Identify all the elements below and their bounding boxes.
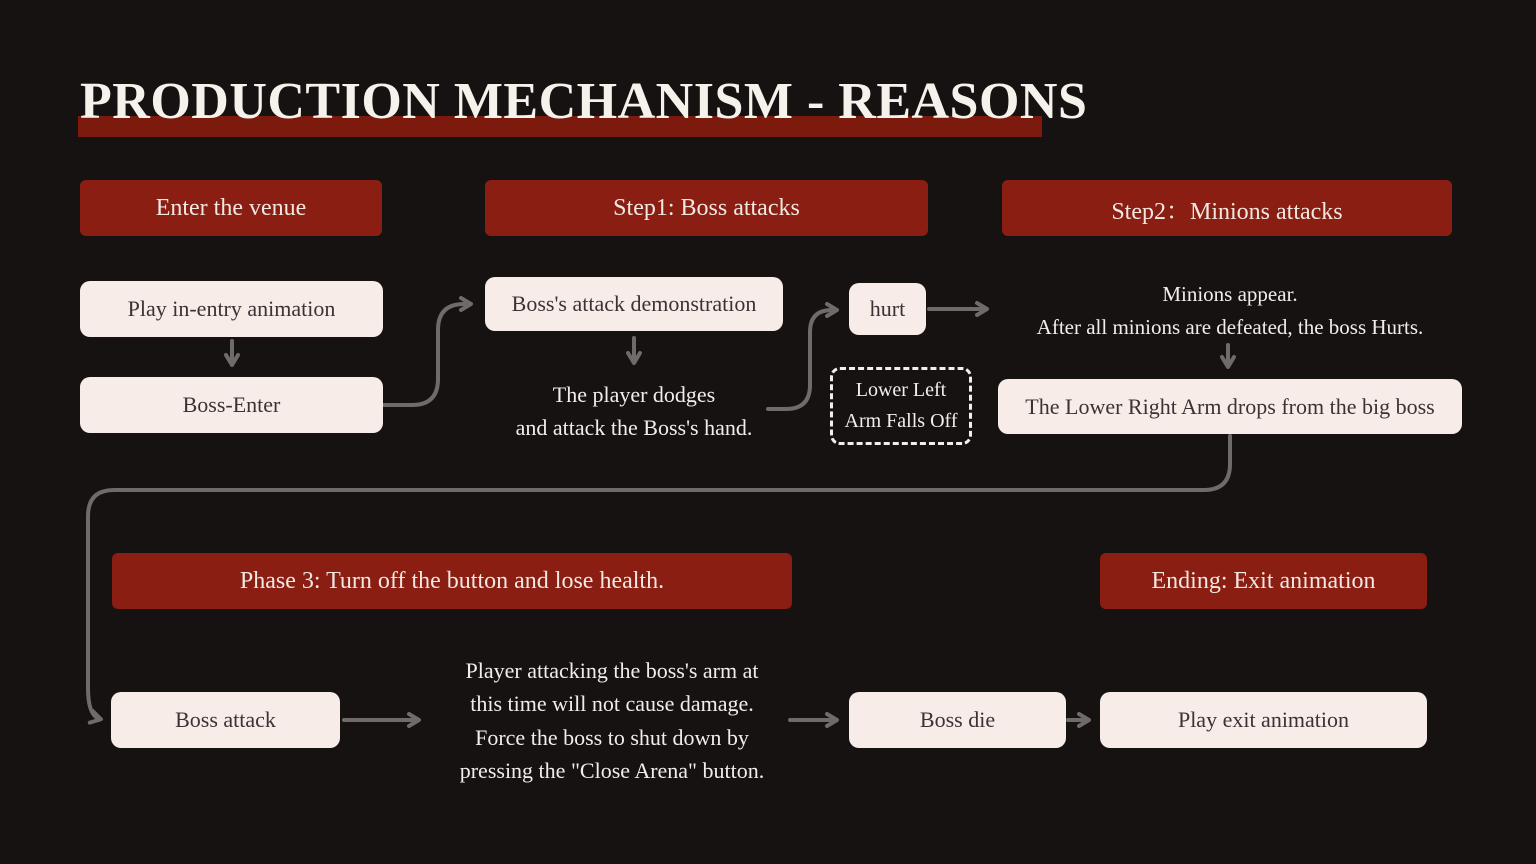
caption-close-arena-note	[437, 654, 787, 788]
connector-bossenter-to-demonstration	[384, 304, 470, 405]
page-title: PRODUCTION MECHANISM - REASONS	[80, 73, 1088, 130]
node-boss-attack-demonstration: Boss's attack demonstration	[485, 277, 783, 331]
node-lower-right-arm-drops: The Lower Right Arm drops from the big boss	[998, 379, 1462, 434]
header-ending-exit-animation: Ending: Exit animation	[1100, 553, 1427, 609]
text-line: After all minions are defeated, the boss Hurts.	[1036, 314, 1424, 339]
text-line: Lower Left	[855, 379, 947, 401]
node-lower-left-arm-falls-off	[830, 367, 972, 445]
text-line: The player dodges	[552, 382, 716, 407]
node-boss-enter: Boss-Enter	[80, 377, 383, 433]
node-play-exit-animation: Play exit animation	[1100, 692, 1427, 748]
text-line: Force the boss to shut down by	[475, 724, 749, 750]
node-boss-die: Boss die	[849, 692, 1066, 748]
text-line: Player attacking the boss's arm at	[465, 658, 759, 683]
node-boss-attack: Boss attack	[111, 692, 340, 748]
header-enter-venue: Enter the venue	[80, 180, 382, 236]
header-phase3: Phase 3: Turn off the button and lose health.	[112, 553, 792, 609]
caption-player-dodges	[466, 378, 802, 444]
node-hurt: hurt	[849, 283, 926, 335]
text-line: and attack the Boss's hand.	[515, 415, 753, 440]
text-line: Minions appear.	[1162, 282, 1298, 306]
header-step1-boss-attacks: Step1: Boss attacks	[485, 180, 928, 236]
text-line: Arm Falls Off	[844, 410, 958, 432]
text-line: this time will not cause damage.	[470, 691, 754, 717]
header-step2-minions-attacks: Step2：Minions attacks	[1002, 180, 1452, 236]
node-play-in-entry-animation: Play in-entry animation	[80, 281, 383, 337]
text-line: pressing the "Close Arena" button.	[459, 758, 765, 784]
caption-minions-appear	[990, 278, 1470, 343]
